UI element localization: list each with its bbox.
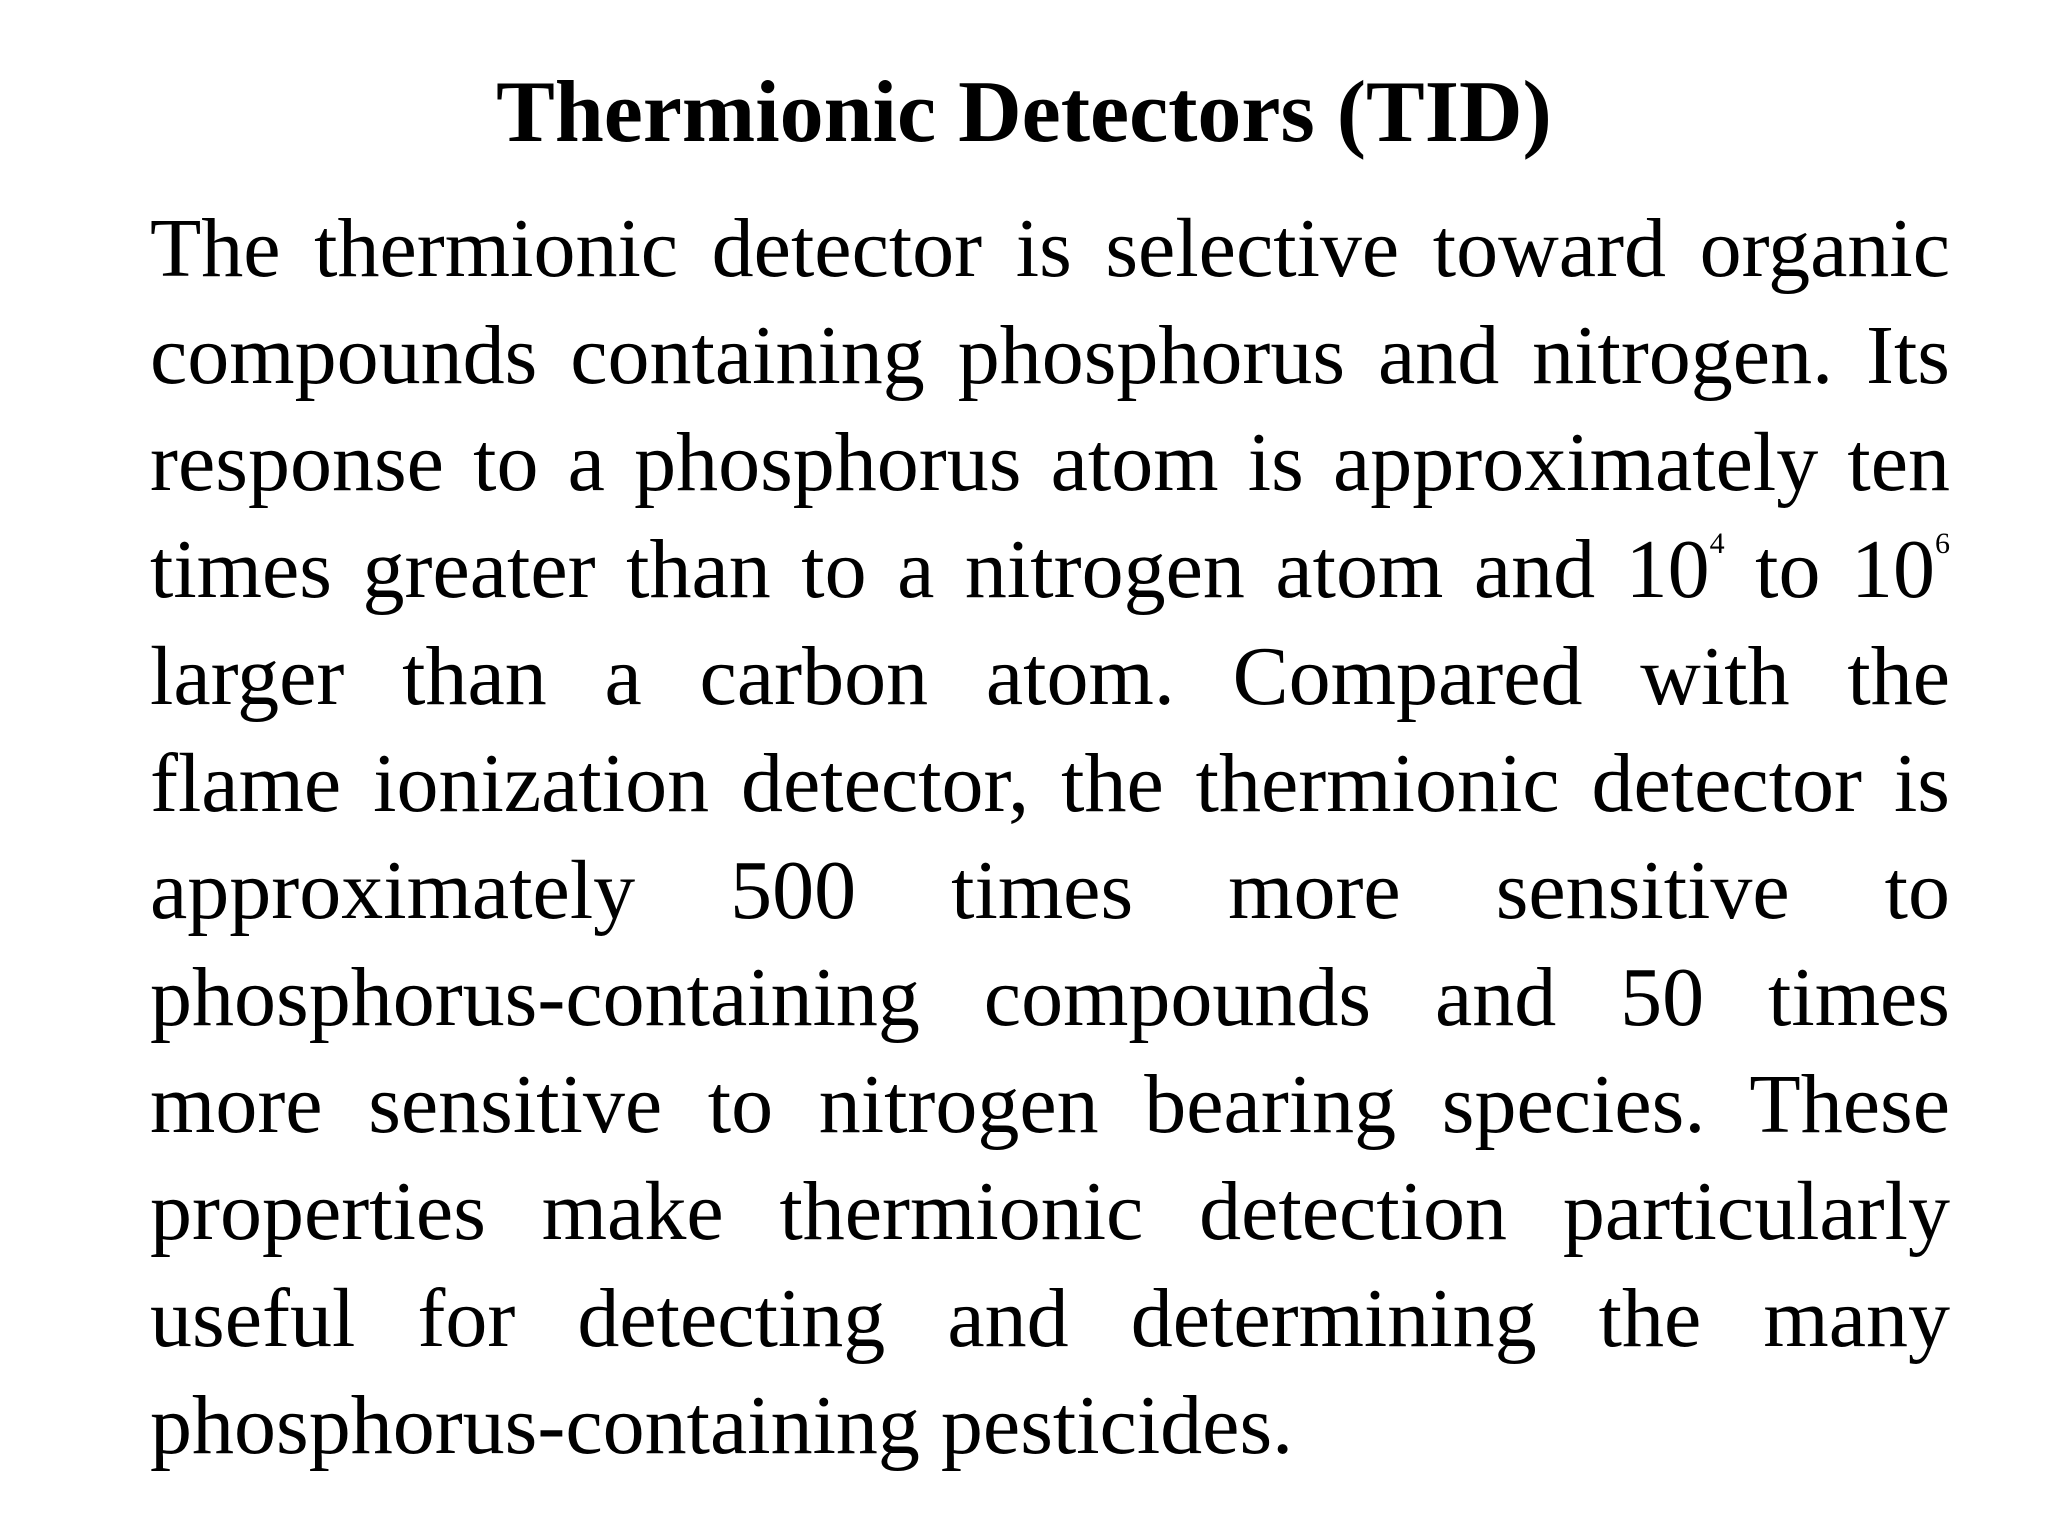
paragraph-line: approximately 500 times more sensitive to bbox=[150, 844, 1950, 937]
paragraph-line: compounds containing phosphorus and nitrogen. Its bbox=[150, 309, 1950, 402]
paragraph-line: more sensitive to nitrogen bearing species. These bbox=[150, 1058, 1950, 1151]
paragraph-line: The thermionic detector is selective toward organic bbox=[150, 202, 1950, 295]
paragraph-line: phosphorus-containing compounds and 50 times bbox=[150, 951, 1950, 1044]
exponent: 6 bbox=[1935, 527, 1950, 560]
page-title: Thermionic Detectors (TID) bbox=[496, 64, 1552, 161]
paragraph-line: larger than a carbon atom. Compared with the bbox=[150, 630, 1950, 723]
paragraph-line-with-exponents bbox=[150, 516, 1950, 623]
paragraph-line: properties make thermionic detection particularly bbox=[150, 1165, 1950, 1258]
paragraph-line: response to a phosphorus atom is approximately ten bbox=[150, 416, 1950, 509]
paragraph-line: flame ionization detector, the thermionic detector is bbox=[150, 737, 1950, 830]
paragraph-line: phosphorus-containing pesticides. bbox=[150, 1379, 1294, 1472]
exponent: 4 bbox=[1709, 527, 1725, 560]
paragraph-line: useful for detecting and determining the many bbox=[150, 1272, 1950, 1365]
line-text-part: to 10 bbox=[1724, 523, 1935, 616]
line-text-part: times greater than to a nitrogen atom and 10 bbox=[150, 523, 1710, 616]
body-paragraph bbox=[150, 195, 1950, 1479]
